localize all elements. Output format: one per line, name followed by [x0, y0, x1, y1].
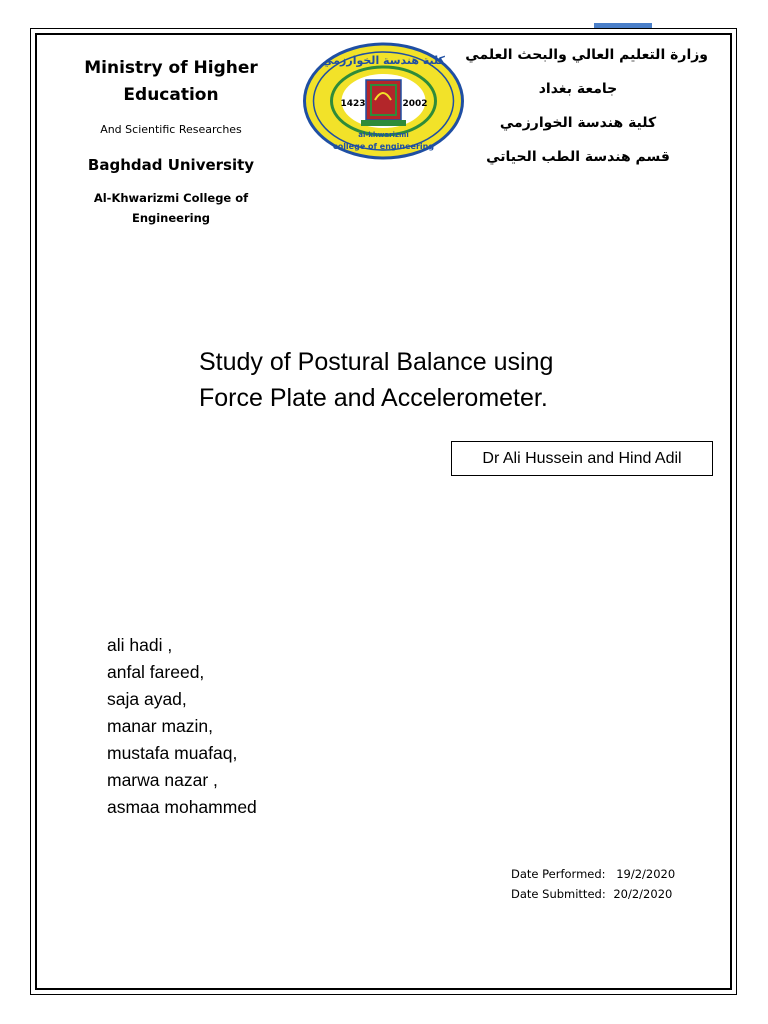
- arabic-college: كلية هندسة الخوارزمي: [499, 115, 657, 131]
- english-header: [60, 55, 282, 228]
- scientific-researches: And Scientific Researches: [100, 123, 242, 136]
- date-submitted-value: 20/2/2020: [613, 887, 673, 901]
- logo-name: al-khwarizmi: [358, 131, 409, 139]
- logo-year-left: 1423: [340, 99, 366, 109]
- report-title: [199, 344, 639, 416]
- logo-year-right: 2002: [402, 99, 428, 109]
- date-performed-label: Date Performed:: [511, 867, 606, 881]
- date-submitted-label: Date Submitted:: [511, 887, 606, 901]
- student-name: marwa nazar ,: [107, 770, 218, 790]
- date-performed-row: [511, 864, 675, 884]
- college-logo: [303, 42, 464, 160]
- title-line-2: Force Plate and Accelerometer.: [199, 384, 548, 412]
- arabic-university: جامعة بغداد: [538, 81, 618, 97]
- arabic-department: قسم هندسة الطب الحياتي: [486, 149, 670, 165]
- date-performed-value: 19/2/2020: [616, 867, 676, 881]
- date-submitted-row: [511, 884, 675, 904]
- student-name: asmaa mohammed: [107, 797, 257, 817]
- student-name: anfal fareed,: [107, 662, 205, 682]
- college-name: Al-Khwarizmi College of Engineering: [93, 191, 249, 225]
- student-list: [107, 632, 257, 821]
- arabic-ministry: وزارة التعليم العالي والبحث العلمي: [465, 47, 708, 63]
- student-name: ali hadi ,: [107, 635, 173, 655]
- dates-block: [511, 864, 675, 904]
- logo-english-arc: college of engineering: [332, 142, 435, 151]
- supervisors-box: Dr Ali Hussein and Hind Adil: [451, 441, 713, 476]
- university-name: Baghdad University: [87, 156, 255, 174]
- arabic-header: [448, 38, 708, 174]
- student-name: saja ayad,: [107, 689, 187, 709]
- logo-arabic-arc: كلية هندسة الخوارزمي: [322, 54, 445, 67]
- title-line-1: Study of Postural Balance using: [199, 348, 554, 376]
- student-name: mustafa muafaq,: [107, 743, 238, 763]
- ministry-name: Ministry of Higher Education: [84, 58, 258, 105]
- student-name: manar mazin,: [107, 716, 214, 736]
